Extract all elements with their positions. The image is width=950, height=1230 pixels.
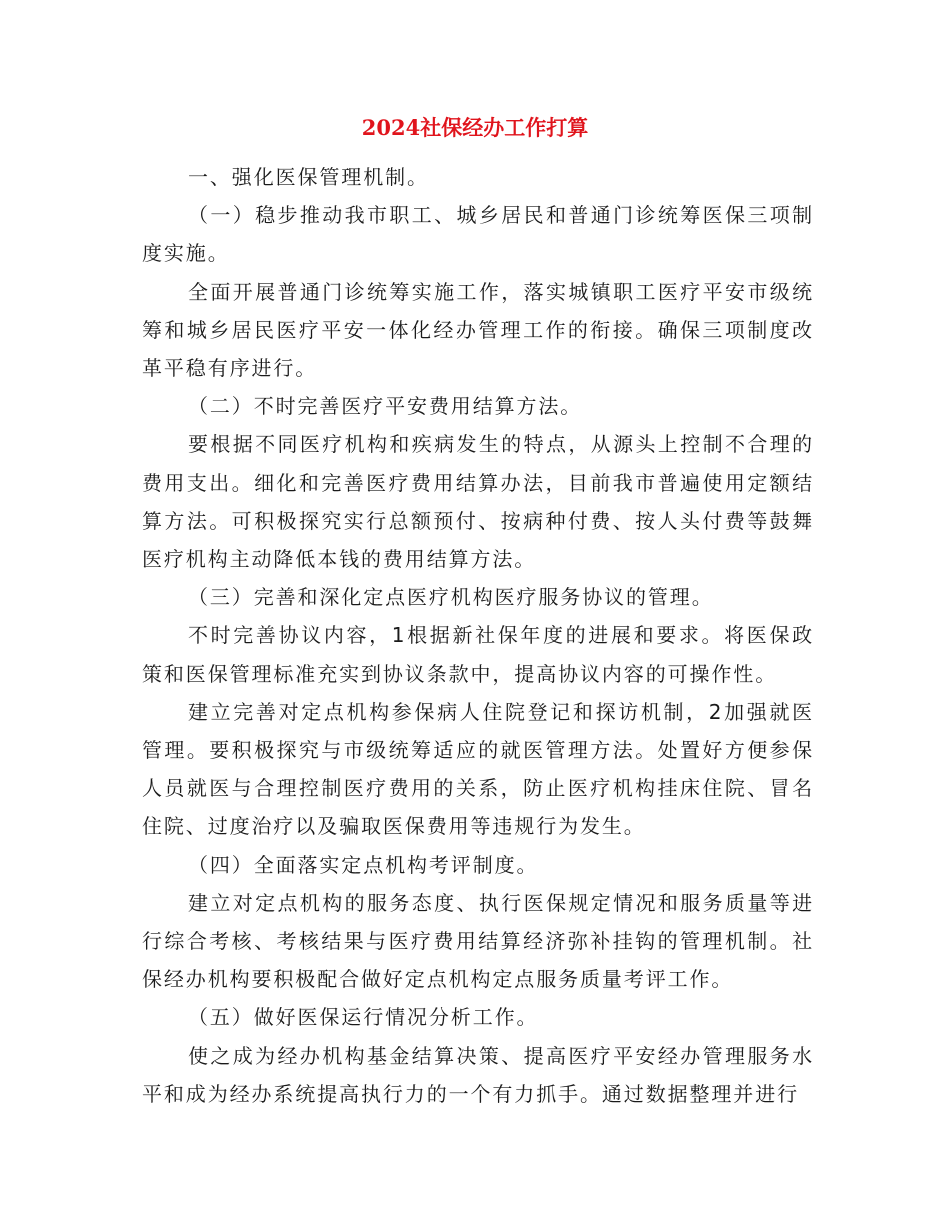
section-heading-1: 一、强化医保管理机制。 <box>188 165 429 189</box>
paragraph: 全面开展普通门诊统筹实施工作，落实城镇职工医疗平安市级统筹和城乡居民医疗平安一体化经办管理工作的衔接。确保三项制度改革平稳有序进行。 <box>142 279 814 381</box>
paragraph: 要根据不同医疗机构和疾病发生的特点，从源头上控制不合理的费用支出。细化和完善医疗费用结算办法，目前我市普遍使用定额结算方法。可积极探究实行总额预付、按病种付费、按人头付费等鼓舞医疗机构主动降低本钱的费用结算方法。 <box>142 432 814 572</box>
paragraph: 建立对定点机构的服务态度、执行医保规定情况和服务质量等进行综合考核、考核结果与医疗费用结算经济弥补挂钩的管理机制。社保经办机构要积极配合做好定点机构定点服务质量考评工作。 <box>142 890 814 992</box>
document-body <box>142 158 814 1113</box>
paragraph: 建立完善对定点机构参保病人住院登记和探访机制，2加强就医管理。要积极探究与市级统筹适应的就医管理方法。处置好方便参保人员就医与合理控制医疗费用的关系，防止医疗机构挂床住院、冒名住院、过度治疗以及骗取医保费用等违规行为发生。 <box>142 699 814 839</box>
subsection-heading-4: （四）全面落实定点机构考评制度。 <box>188 852 539 877</box>
paragraph: 使之成为经办机构基金结算决策、提高医疗平安经办管理服务水平和成为经办系统提高执行力的一个有力抓手。通过数据整理并进行 <box>142 1043 814 1106</box>
subsection-heading-5: （五）做好医保运行情况分析工作。 <box>188 1005 539 1030</box>
subsection-heading-2: （二）不时完善医疗平安费用结算方法。 <box>188 394 583 419</box>
document-title: 2024社保经办工作打算 <box>361 115 589 140</box>
paragraph: 不时完善协议内容，1根据新社保年度的进展和要求。将医保政策和医保管理标准充实到协议条款中，提高协议内容的可操作性。 <box>142 623 814 686</box>
subsection-heading-3: （三）完善和深化定点医疗机构医疗服务协议的管理。 <box>188 585 714 610</box>
subsection-heading-1: （一）稳步推动我市职工、城乡居民和普通门诊统筹医保三项制度实施。 <box>142 203 814 266</box>
